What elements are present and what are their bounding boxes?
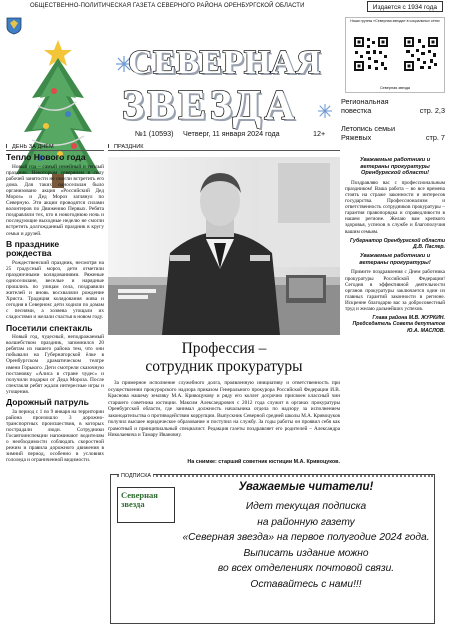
masthead: [100, 42, 330, 129]
issue-date: Четверг, 11 января 2024 года: [183, 129, 280, 138]
subscription-box: [110, 474, 435, 624]
rubric-label: ДЕНЬ ЗА ДНЁМ: [12, 144, 54, 150]
teaser-family[interactable]: [341, 124, 445, 142]
greeting-signature: Глава района М.В. ЖУРКИН. Председатель Совета депутатов Ю.А. МАСЛОВ.: [352, 315, 445, 334]
newspaper-tagline: ОБЩЕСТВЕННО-ПОЛИТИЧЕСКАЯ ГАЗЕТА СЕВЕРНОГО РАЙОНА ОРЕНБУРГСКОЙ ОБЛАСТИ: [30, 3, 305, 9]
officer-photo: [108, 157, 340, 335]
teaser-line: Региональная: [341, 97, 389, 106]
main-headline[interactable]: [108, 340, 340, 376]
rubric-tick-icon: [108, 144, 112, 148]
article-title[interactable]: Дорожный патруль: [6, 397, 89, 407]
rubric-center: [108, 144, 340, 151]
age-rating: 12+: [313, 129, 326, 138]
left-column: [6, 150, 104, 628]
article-title[interactable]: В празднике рождества: [6, 238, 60, 259]
subscription-title: Уважаемые читатели!: [238, 481, 374, 493]
issue-number: №1 (10593): [135, 129, 174, 138]
greeting-signature: Губернатор Оренбургской области Д.В. Паслер.: [350, 237, 445, 250]
greeting-text: Примите поздравления с Днем работника прокуратуры Российской Федерации! Сегодня в эффективной деятельности органов прокуратуры заключается один из главных гарантий законности в регионе. Искренне благодарю вас за добросовестный труд и желаю дальнейших успехов.: [345, 269, 445, 312]
subscription-line: на районную газету: [257, 516, 355, 528]
subscription-line: Идет текущая подписка: [245, 501, 367, 512]
since-year-badge: Издается с 1934 года: [367, 1, 443, 12]
article-text: Новый год, чудесный, неподражаемый волшебством праздник, запомнился 20 ребятам из нашего района тем, что они побывали на Губернаторской ёлке в Оренбургском драматическом театре имени Горького. Дети смотрели сказочную постановку «Алиса в стране чудес» и получили подарки от Деда Мороза. После спектакля ребят ждали интересные игры и угощения.: [6, 334, 104, 395]
greeting-heading: Уважаемые работники и ветераны прокуратуры!: [359, 253, 431, 266]
district-crest-icon: [6, 17, 22, 35]
article-text: Рождественский праздник, несмотря на 25 градусный мороз, дети отметили праздничными колядованиями. Ряженые односельчане, веселые и нарядные прошлись по улицам села, поздравили жителей и вновь восхваляли рождение Христа. Традиция колядования жива и сегодня в Северном: дети ходили по домам с песнями, а хозяева угощали их сладостями и желали счастья в новом году.: [6, 259, 104, 321]
greeting-text: Поздравляю вас с профессиональным праздником! Ваша работа – во все времена стоять на страже законности и интересов государства. Профессионализм и ответственность сотрудников прокуратуры – гарантия правопорядка и справедливости в нашем регионе. Желаю вам крепкого здоровья, успехов в службе и благополучия вашим семьям.: [345, 179, 445, 235]
right-column: [345, 157, 445, 472]
teaser-page: стр. 2,3: [419, 106, 445, 115]
thumbnail-title: Северная звезда: [121, 490, 158, 509]
subscription-line: Оставайтесь с нами!!!: [250, 578, 362, 590]
masthead-title-line2: ЗВЕЗДА: [122, 83, 298, 129]
teaser-line: Летопись семьи: [341, 124, 396, 133]
qr-footer: Северная звезда: [379, 86, 411, 90]
teaser-regional[interactable]: [341, 97, 445, 115]
subscription-line: Выписать издание можно: [243, 547, 369, 559]
photo-caption: На снимке: старший советник юстиции М.А. Кривоцуков.: [187, 459, 340, 465]
main-article-text: [108, 380, 340, 439]
subscription-line: «Северная звезда» на первое полугодие 2024 года.: [182, 532, 430, 543]
article-text: За период с 1 по 9 января на территории района произошло 3 дорожно-транспортных происшествия, в которых пострадали люди. Сотрудники Госавтоинспекции напоминают водителям о необходимости соблюдать скоростной режим и правила дорожного движения в зимний период, особенно в условиях гололеда и ограниченной видимости.: [6, 408, 104, 464]
teaser-line: повестка: [341, 106, 372, 115]
rubric-subscription: ПОДПИСКА: [121, 473, 151, 479]
newspaper-thumbnail: [117, 487, 175, 523]
masthead-title-line1: СЕВЕРНАЯ: [128, 44, 321, 81]
subscription-body: [179, 499, 433, 592]
rubric-label: ПРАЗДНИК: [114, 144, 144, 150]
qr-code-icon[interactable]: [403, 36, 439, 72]
qr-code-icon[interactable]: [353, 36, 389, 72]
article-text: За примерное исполнение служебного долга, проявленную инициативу и ответственность при осуществлении прокурорского надзора приказом Генерального прокурора Российской Федерации И.В. Краснова нашему земляку М.А. Кривоцукову и ряду его коллег досрочно присвоен классный чин старшего советника юстиции. Максим Александрович с 2012 года служит в органах прокуратуры Оренбургской области, где занимал должность начальника отдела по надзору за исполнением законодательства о противодействии коррупции. Выпускник Северной средней школы М.А. Кривоцуков получил высшее юридическое образование и поступил на службу. За годы работы он проявил себя как грамотный и принципиальный специалист. Редакция газеты поздравляет его родителей – Александра Николаевича и Тамару Ивановну.: [108, 380, 340, 438]
top-bar: [0, 0, 449, 13]
headline-line: Профессия –: [181, 340, 267, 357]
rubric-tick-icon: [6, 144, 10, 148]
teaser-page: стр. 7: [425, 133, 445, 142]
teaser-line: Ряжевых: [341, 133, 372, 142]
greeting-heading: Уважаемые работники и ветераны прокуратуры Оренбургской области!: [359, 157, 431, 177]
issue-bar: [135, 128, 335, 140]
headline-line: сотрудник прокуратуры: [145, 358, 303, 375]
article-title[interactable]: Тепло Нового года: [6, 152, 86, 162]
article-title[interactable]: Посетили спектакль: [6, 322, 93, 333]
subscription-line: во всех отделениях почтовой связи.: [217, 563, 395, 574]
dotted-divider: [117, 475, 433, 477]
qr-heading: Наши группы «Северная звезда» в социальных сетях: [350, 19, 440, 23]
social-qr-box: [345, 17, 445, 93]
article-text: Новый год – самый семейный и теплый праздник. Некоторым северянам в силу рабочей занятости не смогли встретить его дома. Для таких односельчан было организовано акция «Российский Дед Мороз» и Дед Мороз заглянул по Северную. Эти акции проводятся силами волонтеров по Движению Первых. Ребята поздравляли тех, кто в новогоднюю ночь и последующие выходные неделю не смогли встретить долгожданный праздник в кругу семьи и друзей.: [6, 163, 104, 237]
